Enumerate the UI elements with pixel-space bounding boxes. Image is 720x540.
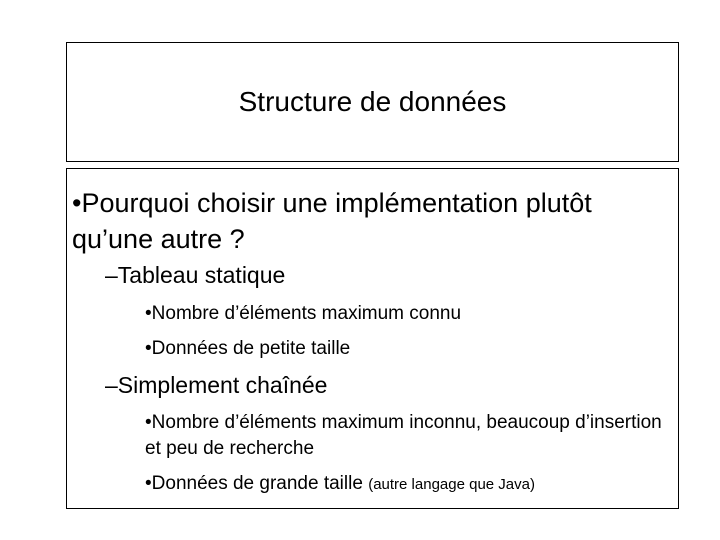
question-bullet: •Pourquoi choisir une implémentation plutôt qu’une autre ? <box>72 188 592 254</box>
option-simplement-chainee: –Simplement chaînée <box>105 372 328 398</box>
slide-title: Structure de données <box>238 86 507 117</box>
content-placeholder <box>66 168 679 509</box>
detail-bullet: •Nombre d’éléments maximum inconnu, beaucoup d’insertion et peu de recherche <box>145 412 662 459</box>
detail-text: •Données de grande taille <box>145 473 363 494</box>
detail-bullet-with-note <box>145 471 670 498</box>
detail-bullet: •Données de petite taille <box>145 338 351 359</box>
title-placeholder <box>66 42 679 162</box>
detail-note: (autre langage que Java) <box>368 476 535 493</box>
detail-bullet: •Nombre d’éléments maximum connu <box>145 303 462 324</box>
option-tableau-statique: –Tableau statique <box>105 262 286 288</box>
